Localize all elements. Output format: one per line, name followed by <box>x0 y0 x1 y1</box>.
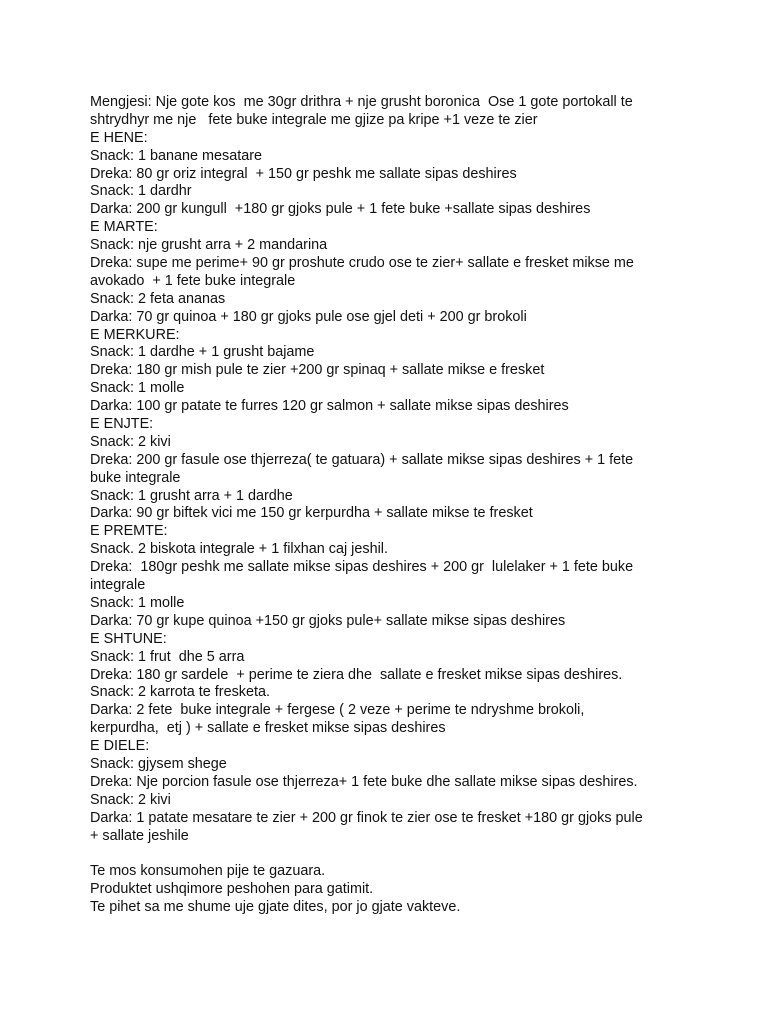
meal-line: buke integrale <box>90 469 181 486</box>
meal-line: Dreka: 80 gr oriz integral + 150 gr peshk me sallate sipas deshires <box>90 165 517 182</box>
meal-line: kerpurdha, etj ) + sallate e fresket mikse sipas deshires <box>90 720 446 737</box>
meal-line: Snack: 2 kivi <box>90 433 171 450</box>
day-heading: E MERKURE: <box>90 326 180 343</box>
meal-line: Snack: 2 feta ananas <box>90 290 226 307</box>
meal-line: Dreka: 180gr peshk me sallate mikse sipas deshires + 200 gr lulelaker + 1 fete buke <box>90 559 634 576</box>
meal-line: Snack: gjysem shege <box>90 755 227 772</box>
meal-line: Darka: 70 gr quinoa + 180 gr gjoks pule ose gjel deti + 200 gr brokoli <box>90 308 527 325</box>
breakfast-line: shtrydhyr me nje fete buke integrale me gjize pa kripe +1 veze te zier <box>90 111 538 128</box>
paragraph-gap <box>90 845 710 863</box>
day-heading: E SHTUNE: <box>90 630 167 647</box>
meal-line: Darka: 100 gr patate te furres 120 gr salmon + sallate mikse sipas deshires <box>90 398 569 415</box>
note-line: Te mos konsumohen pije te gazuara. <box>90 863 326 880</box>
note-line: Te pihet sa me shume uje gjate dites, por jo gjate vakteve. <box>90 899 461 916</box>
day-heading: E DIELE: <box>90 738 150 755</box>
meal-line: Dreka: 180 gr mish pule te zier +200 gr spinaq + sallate mikse e fresket <box>90 362 545 379</box>
meal-line: + sallate jeshile <box>90 827 189 844</box>
meal-line: Dreka: 180 gr sardele + perime te ziera dhe sallate e fresket mikse sipas deshires. <box>90 666 623 683</box>
meal-line: Snack: 1 dardhe + 1 grusht bajame <box>90 344 315 361</box>
day-heading: E HENE: <box>90 129 148 146</box>
meal-line: Snack: 2 karrota te fresketa. <box>90 684 270 701</box>
meal-line: Darka: 200 gr kungull +180 gr gjoks pule + 1 fete buke +sallate sipas deshires <box>90 201 591 218</box>
meal-line: Dreka: 200 gr fasule ose thjerreza( te gatuara) + sallate mikse sipas deshires + 1 fete <box>90 451 634 468</box>
meal-line: Dreka: Nje porcion fasule ose thjerreza+ 1 fete buke dhe sallate mikse sipas deshires. <box>90 773 638 790</box>
meal-line: Snack: 1 grusht arra + 1 dardhe <box>90 487 293 504</box>
day-heading: E ENJTE: <box>90 416 154 433</box>
day-heading: E MARTE: <box>90 219 158 236</box>
meal-plan-document <box>90 94 710 917</box>
meal-line: integrale <box>90 577 146 594</box>
meal-line: Darka: 2 fete buke integrale + fergese ( 2 veze + perime te ndryshme brokoli, <box>90 702 585 719</box>
meal-line: Darka: 1 patate mesatare te zier + 200 gr finok te zier ose te fresket +180 gr gjoks pule <box>90 809 643 826</box>
meal-line: Dreka: supe me perime+ 90 gr proshute crudo ose te zier+ sallate e fresket mikse me <box>90 255 634 272</box>
meal-line: Snack: 1 frut dhe 5 arra <box>90 648 245 665</box>
day-heading: E PREMTE: <box>90 523 168 540</box>
meal-line: Snack: 1 molle <box>90 594 185 611</box>
meal-line: Darka: 90 gr biftek vici me 150 gr kerpurdha + sallate mikse te fresket <box>90 505 533 522</box>
breakfast-line: Mengjesi: Nje gote kos me 30gr drithra + nje grusht boronica Ose 1 gote portokall te <box>90 94 633 110</box>
meal-line: Snack: 1 banane mesatare <box>90 147 262 164</box>
note-line: Produktet ushqimore peshohen para gatimit. <box>90 881 374 898</box>
meal-line: Snack: 2 kivi <box>90 791 171 808</box>
meal-line: Snack. 2 biskota integrale + 1 filxhan caj jeshil. <box>90 541 388 558</box>
meal-line: Snack: 1 dardhr <box>90 183 192 200</box>
meal-line: avokado + 1 fete buke integrale <box>90 272 296 289</box>
meal-line: Snack: 1 molle <box>90 380 185 397</box>
meal-line: Snack: nje grusht arra + 2 mandarina <box>90 237 328 254</box>
meal-line: Darka: 70 gr kupe quinoa +150 gr gjoks pule+ sallate mikse sipas deshires <box>90 612 566 629</box>
